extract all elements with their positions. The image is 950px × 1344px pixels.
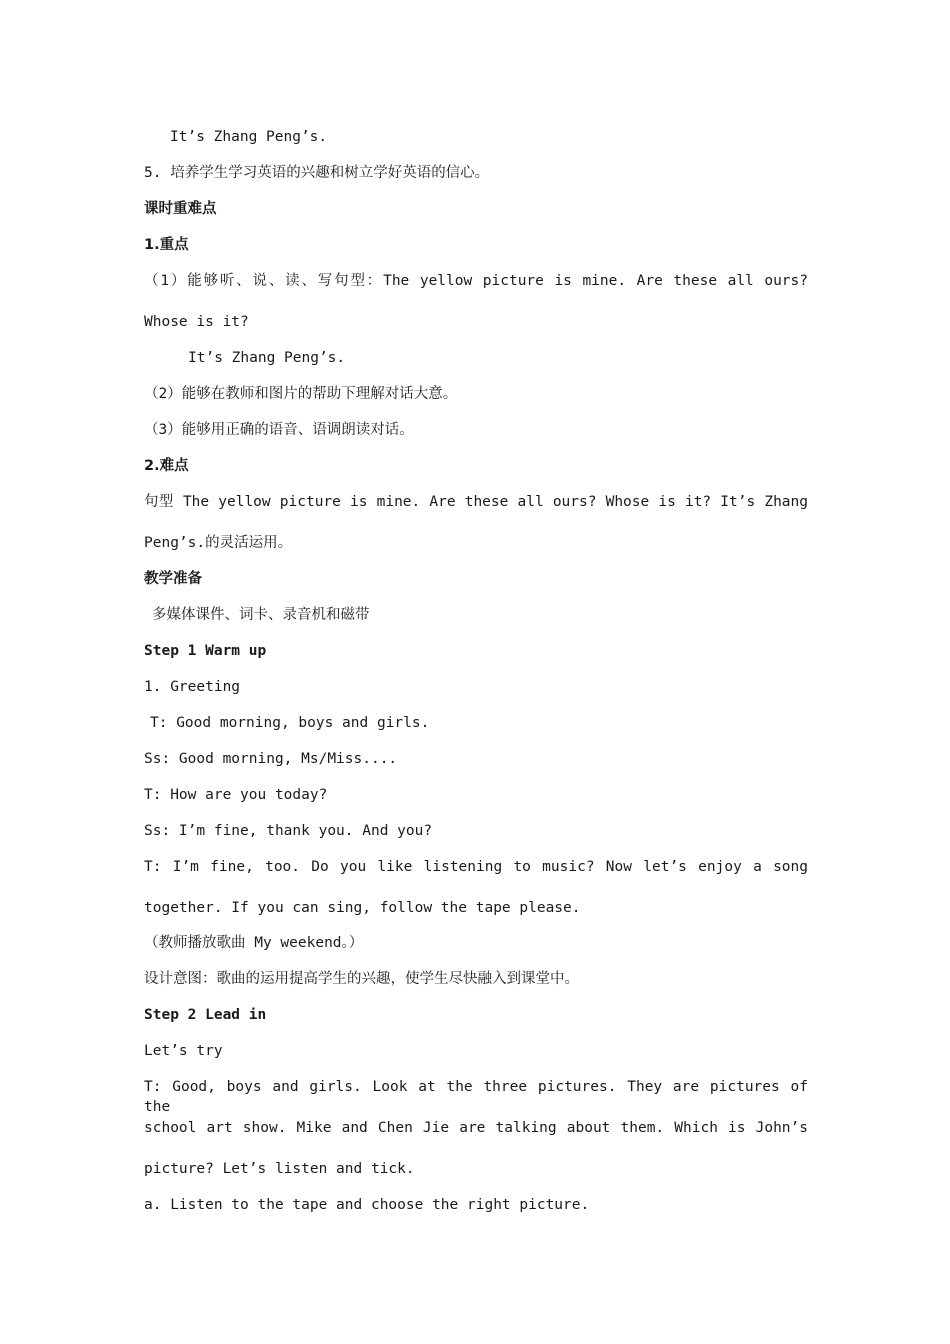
text-line: Whose is it? xyxy=(144,314,249,330)
dialogue-line: T: Good morning, boys and girls. xyxy=(150,715,430,731)
dialogue-line: picture? Let’s listen and tick. xyxy=(144,1161,415,1177)
text-line: Let’s try xyxy=(144,1043,223,1059)
dialogue-line: together. If you can sing, follow the tape please. xyxy=(144,900,581,916)
section-heading: 课时重难点 xyxy=(144,201,217,217)
dialogue-line: T: I’m fine, too. Do you like listening to music? Now let’s enjoy a song xyxy=(144,859,808,875)
step-heading: Step 2 Lead in xyxy=(144,1007,267,1023)
text-line: It’s Zhang Peng’s. xyxy=(188,350,346,366)
dialogue-line: Ss: Good morning, Ms/Miss.... xyxy=(144,751,398,767)
dialogue-line: Ss: I’m fine, thank you. And you? xyxy=(144,823,433,839)
text-line: 1. Greeting xyxy=(144,679,241,695)
subsection-heading: 1.重点 xyxy=(144,237,189,253)
text-line: 多媒体课件、词卡、录音机和磁带 xyxy=(152,607,370,623)
step-heading: Step 1 Warm up xyxy=(144,643,267,659)
text-line: 设计意图：歌曲的运用提高学生的兴趣，使学生尽快融入到课堂中。 xyxy=(144,971,579,987)
objective-item: 5. 培养学生学习英语的兴趣和树立学好英语的信心。 xyxy=(144,165,490,181)
text-line: a. Listen to the tape and choose the right picture. xyxy=(144,1197,590,1213)
text-line: It’s Zhang Peng’s. xyxy=(170,129,328,145)
text-line: （2）能够在教师和图片的帮助下理解对话大意。 xyxy=(144,386,458,402)
text-line: 句型 The yellow picture is mine. Are these all ours? Whose is it? It’s Zhang xyxy=(144,494,808,510)
section-heading: 教学准备 xyxy=(144,571,202,587)
dialogue-line: school art show. Mike and Chen Jie are talking about them. Which is John’s xyxy=(144,1120,808,1136)
text-line: （教师播放歌曲 My weekend。） xyxy=(144,935,364,951)
text-line: （3）能够用正确的语音、语调朗读对话。 xyxy=(144,422,414,438)
dialogue-line: T: Good, boys and girls. Look at the three pictures. They are pictures of the xyxy=(144,1079,808,1115)
dialogue-line: T: How are you today? xyxy=(144,787,328,803)
subsection-heading: 2.难点 xyxy=(144,458,189,474)
text-line: Peng’s.的灵活运用。 xyxy=(144,535,293,551)
text-line: （1）能够听、说、读、写句型：The yellow picture is mine. Are these all ours? xyxy=(144,273,808,289)
